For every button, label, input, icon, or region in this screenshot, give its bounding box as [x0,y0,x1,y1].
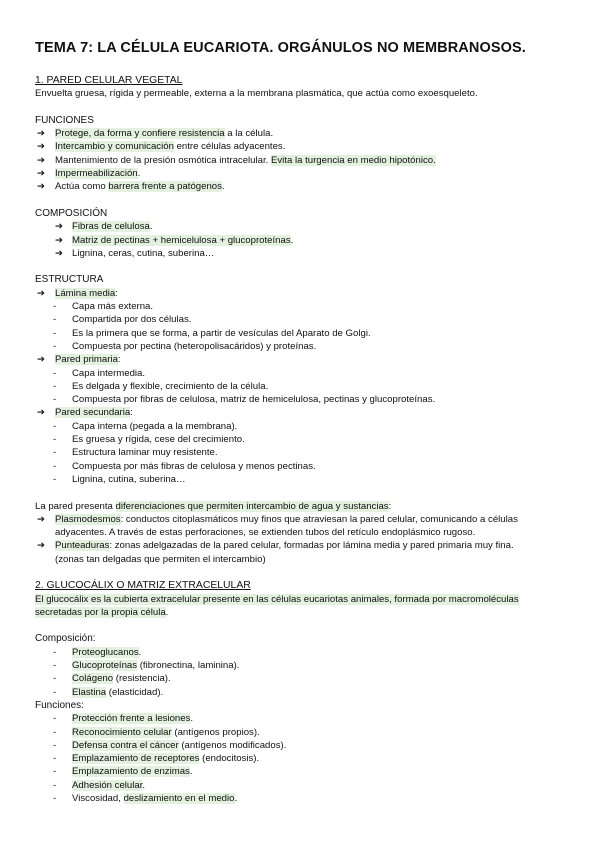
list-item: - Compuesta por pectina (heteropolisacáridos) y proteínas. [53,340,317,352]
arrow-icon: ➔ [37,513,46,525]
dash-bullet: - [53,793,57,805]
diferenciaciones-line: La pared presenta diferenciaciones que permiten intercambio de agua y sustancias: [35,500,392,512]
list-item: - Colágeno (resistencia). [53,673,171,685]
arrow-icon: ➔ [37,287,46,299]
list-item: - Defensa contra el cáncer (antígenos modificados). [53,739,287,751]
dash-bullet: - [53,739,57,751]
punteaduras-continuation: (zonas tan delgadas que permiten el intercambio) [55,553,266,565]
dash-bullet: - [53,660,57,672]
dash-bullet: - [53,301,57,313]
list-item: ➔ Impermeabilización. [37,168,141,180]
arrow-icon: ➔ [37,540,46,552]
section-heading-glucocalix: 2. GLUCOCÁLIX O MATRIZ EXTRACELULAR [35,580,251,592]
list-item: - Emplazamiento de receptores (endocitosis). [53,753,260,765]
list-item: - Es delgada y flexible, crecimiento de la célula. [53,380,269,392]
list-item: ➔ Intercambio y comunicación entre células adyacentes. [37,141,286,153]
estructura-label: ESTRUCTURA [35,274,104,286]
dash-bullet: - [53,327,57,339]
dash-bullet: - [53,420,57,432]
list-item: ➔ Actúa como barrera frente a patógenos. [37,181,225,193]
dash-bullet: - [53,753,57,765]
pared-primaria-heading: ➔ Pared primaria: [37,354,121,366]
composicion-label: COMPOSICIÓN [35,207,108,219]
list-item: - Proteoglucanos. [53,646,142,658]
dash-bullet: - [53,340,57,352]
list-item: - Emplazamiento de enzimas. [53,766,193,778]
dash-bullet: - [53,686,57,698]
dash-bullet: - [53,713,57,725]
arrow-icon: ➔ [37,181,46,193]
punteaduras-item: ➔ Punteaduras: zonas adelgazadas de la pared celular, formadas por lámina media y pared primaria muy fina. [37,540,514,552]
composicion-list [35,220,570,260]
glucocalix-intro-line1: El glucocálix es la cubierta extracelular presente en las células eucariotas animales, formada por macromoléculas [35,593,519,605]
glucocalix-funciones-label: Funciones: [35,699,84,711]
dash-bullet: - [53,434,57,446]
funciones-list [35,127,570,193]
arrow-icon: ➔ [55,247,64,259]
list-item: - Lignina, cutina, suberina… [53,473,186,485]
document-title: TEMA 7: LA CÉLULA EUCARIOTA. ORGÁNULOS NO MEMBRANOSOS. [35,40,526,56]
dash-bullet: - [53,473,57,485]
dash-bullet: - [53,314,57,326]
list-item: - Compartida por dos células. [53,314,192,326]
arrow-icon: ➔ [55,234,64,246]
section-heading-pared-celular: 1. PARED CELULAR VEGETAL [35,75,183,86]
pared-secundaria-heading: ➔ Pared secundaria: [37,407,133,419]
dash-bullet: - [53,367,57,379]
plasmodesmos-continuation: adyacentes. A través de estas perforaciones, se extienden tubos del retículo endoplásmico rugoso. [55,527,476,539]
dash-bullet: - [53,779,57,791]
dash-bullet: - [53,394,57,406]
dash-bullet: - [53,646,57,658]
list-item: ➔ Mantenimiento de la presión osmótica intracelular. Evita la turgencia en medio hipotónico. [37,154,436,166]
arrow-icon: ➔ [37,168,46,180]
document-body [35,74,570,805]
dash-bullet: - [53,460,57,472]
list-item: - Glucoproteínas (fibronectina, laminina). [53,660,240,672]
arrow-icon: ➔ [37,354,46,366]
list-item: - Elastina (elasticidad). [53,686,164,698]
dash-bullet: - [53,447,57,459]
dash-bullet: - [53,766,57,778]
arrow-icon: ➔ [37,154,46,166]
pared-intro: Envuelta gruesa, rígida y permeable, externa a la membrana plasmática, que actúa como exoesqueleto. [35,88,478,100]
list-item: - Protección frente a lesiones. [53,713,194,725]
arrow-icon: ➔ [37,141,46,153]
arrow-icon: ➔ [55,221,64,233]
dash-bullet: - [53,673,57,685]
arrow-icon: ➔ [37,128,46,140]
list-item: - Es la primera que se forma, a partir de vesículas del Aparato de Golgi. [53,327,371,339]
list-item: - Viscosidad, deslizamiento en el medio. [53,793,238,805]
list-item: - Es gruesa y rígida, cese del crecimiento. [53,434,245,446]
list-item: - Capa más externa. [53,301,154,313]
glucocalix-intro-line2: secretadas por la propia célula. [35,606,169,618]
list-item: ➔ Fibras de celulosa. [55,221,153,233]
lamina-media-heading: ➔ Lámina media: [37,287,118,299]
glucocalix-composicion-label: Composición: [35,633,96,645]
list-item: - Estructura laminar muy resistente. [53,447,218,459]
funciones-label: FUNCIONES [35,114,94,126]
dash-bullet: - [53,726,57,738]
list-item: - Capa intermedia. [53,367,146,379]
list-item: - Compuesta por fibras de celulosa, matriz de hemicelulosa, pectinas y glucoproteínas. [53,394,436,406]
dash-bullet: - [53,380,57,392]
list-item: ➔ Lignina, ceras, cutina, suberina… [55,247,215,259]
plasmodesmos-item: ➔ Plasmodesmos: conductos citoplasmáticos muy finos que atraviesan la pared celular, comunicando a células [37,513,518,525]
list-item: ➔ Protege, da forma y confiere resistencia a la célula. [37,128,274,140]
list-item: - Capa interna (pegada a la membrana). [53,420,238,432]
list-item: ➔ Matriz de pectinas + hemicelulosa + glucoproteínas. [55,234,294,246]
list-item: - Adhesión celular. [53,779,146,791]
list-item: - Compuesta por más fibras de celulosa y menos pectinas. [53,460,316,472]
arrow-icon: ➔ [37,407,46,419]
list-item: - Reconocimiento celular (antígenos propios). [53,726,260,738]
